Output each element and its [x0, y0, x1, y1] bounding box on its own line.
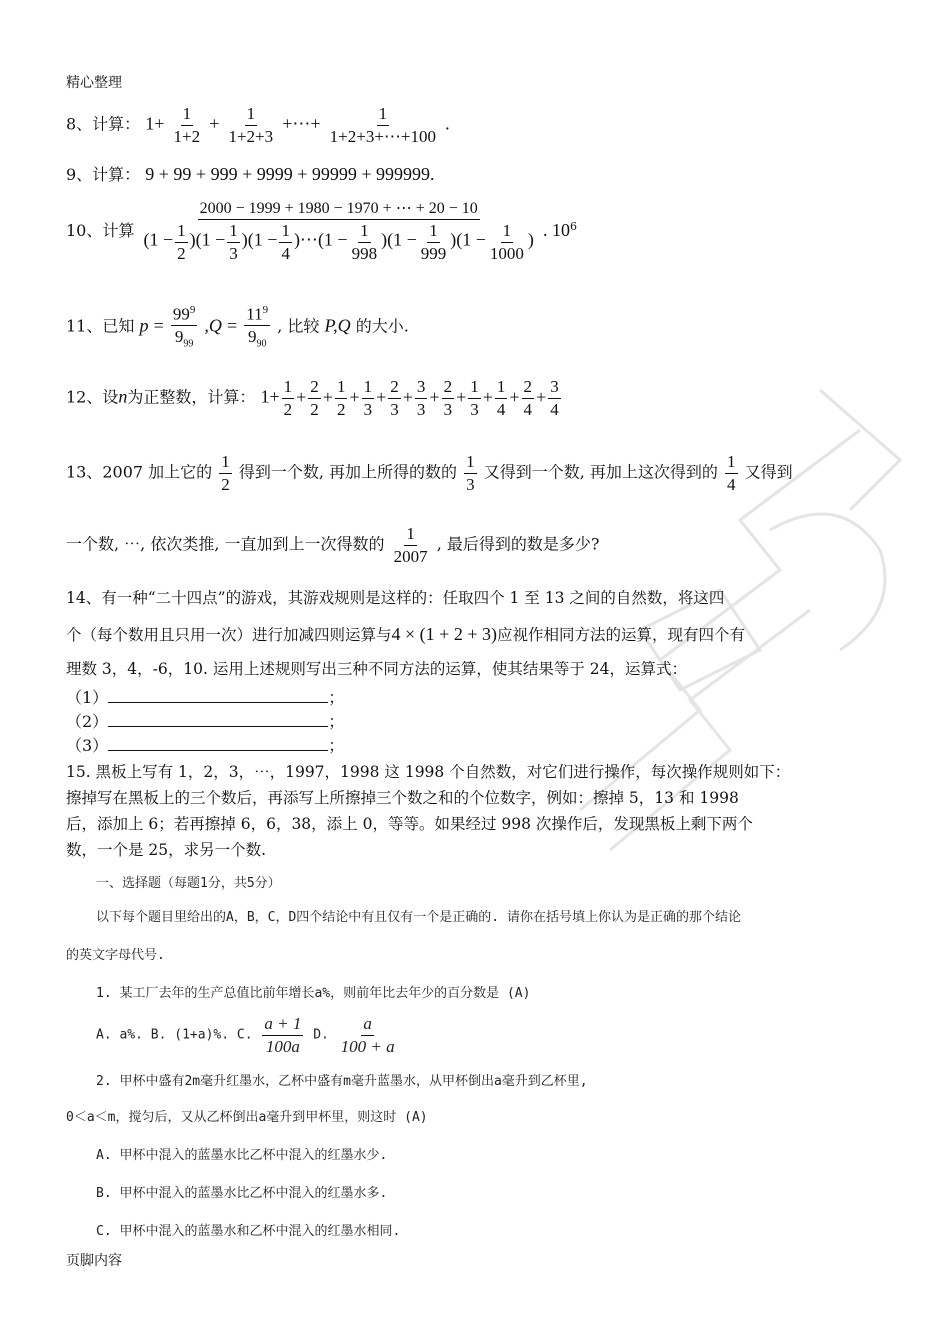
q11-tail-2: 的大小. — [355, 316, 409, 336]
q14-text-b: 应视作相同方法的运算，现有四个有 — [496, 626, 745, 644]
q13-text-c: 又得到一个数, 再加上这次得到的 — [483, 462, 718, 482]
q12-fraction-num: 1 — [468, 377, 481, 399]
q12-fraction-10 — [522, 377, 535, 419]
q8-f1-num: 1 — [181, 104, 194, 126]
question-14-line-3: 理数 3，4，-6，10. 运用上述规则写出三种不同方法的运算，使其结果等于 24，运算式： — [66, 660, 687, 678]
q10-factor-0-close: ) — [189, 230, 196, 251]
q12-fraction-11 — [548, 377, 561, 419]
q13-text-a: 13、2007 加上它的 — [66, 462, 213, 482]
q13-fraction-4 — [392, 524, 430, 566]
q9-end: . — [430, 164, 435, 184]
p1-options-ab: A. a%. B. (1+a)%. C. — [96, 1027, 253, 1043]
q8-f3-den: 1+2+3+⋯+100 — [329, 126, 437, 146]
question-15-line-1: 15. 黑板上写有 1，2，3，⋯，1997，1998 这 1998 个自然数，对它们进行操作，每次操作规则如下： — [66, 763, 791, 781]
q14-text-a: 个（每个数用且只用一次）进行加减四则运算与 — [66, 626, 392, 644]
q12-fraction-num: 1 — [282, 377, 295, 399]
q12-fraction-den: 2 — [336, 399, 346, 419]
question-10 — [66, 200, 577, 263]
q12-fraction-den: 3 — [363, 399, 373, 419]
blank-3-semicolon: ； — [328, 736, 345, 755]
blank-3-label: （3） — [66, 736, 109, 755]
q10-numerator: 2000 − 1999 + 1980 − 1970 + ⋯ + 20 − 10 — [198, 200, 480, 220]
q8-f2-num: 1 — [245, 104, 258, 126]
q8-label: 8、计算： — [66, 114, 141, 134]
q8-end: . — [445, 113, 450, 134]
q12-fraction-num: 1 — [495, 377, 508, 399]
q8-term: 1+ — [145, 113, 165, 134]
blank-1-line[interactable] — [108, 688, 328, 703]
q11-p-den-exp: 99 — [183, 338, 194, 350]
q13-text-e: 一个数, ⋯, 依次类推, 一直加到上一次得数的 — [66, 534, 385, 554]
q12-fraction-num: 2 — [388, 377, 401, 399]
q8-plus: + — [209, 113, 220, 134]
q8-dots: +⋯+ — [282, 113, 321, 134]
p1c-den: 100a — [265, 1036, 300, 1056]
problem-2-line-2: 0＜a＜m，搅匀后，又从乙杯倒出a毫升到甲杯里，则这时 (A) — [66, 1110, 428, 1125]
q8-f2-den: 1+2+3 — [228, 126, 274, 146]
question-9 — [66, 164, 435, 186]
q12-fraction-6 — [415, 377, 428, 419]
q10-factor-num: 1 — [501, 221, 514, 243]
q12-fraction-num: 2 — [522, 377, 535, 399]
q10-factor-5-fraction — [488, 221, 526, 263]
q11-q-fraction — [244, 304, 270, 350]
q10-factor-num: 1 — [427, 221, 440, 243]
q10-factor-den: 998 — [351, 243, 378, 263]
q12-fraction-den: 3 — [416, 399, 426, 419]
q10-factor-1-close: ) — [241, 230, 248, 251]
page-header: 精心整理 — [66, 75, 122, 91]
q10-factor-den: 2 — [177, 243, 186, 263]
question-11 — [66, 304, 409, 350]
q11-tail: , 比较 — [277, 316, 320, 336]
q10-factor-num: 1 — [358, 221, 371, 243]
q12-fraction-num: 2 — [308, 377, 321, 399]
q10-factor-4-fraction — [419, 221, 449, 263]
q12-plus: + — [429, 386, 440, 407]
q11-p-fraction — [171, 304, 198, 350]
q12-fraction-9 — [495, 377, 508, 419]
q13-text-f: , 最后得到的数是多少? — [436, 534, 600, 554]
q12-fraction-5 — [388, 377, 401, 419]
q13-f4-num: 1 — [404, 524, 417, 546]
blank-1-semicolon: ； — [328, 688, 345, 707]
blank-1-label: （1） — [66, 688, 109, 707]
q8-fraction-1 — [172, 104, 203, 146]
q12-plus: + — [376, 386, 387, 407]
question-12 — [66, 377, 563, 419]
q12-label: 12、设 — [66, 387, 119, 407]
q12-lead: 1+ — [260, 386, 280, 407]
q10-factor-den: 999 — [420, 243, 447, 263]
problem-1-options — [96, 1014, 399, 1056]
q13-f3-num: 1 — [725, 452, 738, 474]
q12-plus: + — [322, 386, 333, 407]
q12-plus: + — [349, 386, 360, 407]
question-8 — [66, 104, 450, 146]
q10-factor-2-fraction — [279, 221, 292, 263]
q12-fraction-8 — [468, 377, 481, 419]
q11-p: p — [139, 315, 149, 336]
q12-n: n — [118, 386, 128, 407]
q10-factor-num: 1 — [175, 221, 188, 243]
q12-fraction-den: 3 — [443, 399, 453, 419]
q10-factor-den: 3 — [229, 243, 238, 263]
p1-option-c-fraction — [262, 1014, 303, 1056]
q12-fraction-den: 4 — [550, 399, 559, 419]
q11-q-num-exp: 9 — [262, 304, 269, 316]
q12-plus: + — [509, 386, 520, 407]
q9-expression: 9 + 99 + 999 + 9999 + 99999 + 999999 — [145, 164, 431, 184]
q8-f1-den: 1+2 — [173, 126, 201, 146]
q10-factor-0-open: (1 − — [143, 230, 174, 251]
option-b: B. 甲杯中混入的蓝墨水比乙杯中混入的红墨水多. — [96, 1186, 388, 1201]
q10-factor-4-close: ) — [450, 230, 457, 251]
q12-mid: 为正整数，计算： — [127, 387, 256, 407]
q12-plus: + — [536, 386, 547, 407]
p1c-num: a + 1 — [262, 1014, 303, 1036]
q11-q-num: 11 — [246, 304, 263, 324]
q12-plus: + — [482, 386, 493, 407]
section-title: 一、选择题（每题1分，共5分） — [96, 876, 281, 891]
question-15-line-2: 擦掉写在黑板上的三个数后，再添写上所擦掉三个数之和的个位数字，例如：擦掉 5，13 和 1998 — [66, 789, 739, 807]
answer-blank-3 — [66, 736, 344, 755]
section-intro-2: 的英文字母代号. — [66, 948, 165, 963]
q10-factor-5-open: (1 − — [456, 230, 486, 251]
q11-q-den-exp: 90 — [256, 338, 267, 350]
q12-plus: + — [402, 386, 413, 407]
answer-blank-2 — [66, 712, 344, 731]
answer-blank-1 — [66, 688, 344, 707]
q11-q-den: 9 — [247, 327, 257, 347]
q10-factor-4-open: (1 − — [387, 230, 417, 251]
question-15-line-3: 后，添加上 6；若再擦掉 6，6，38，添上 0，等等。如果经过 998 次操作后，发现黑板上剩下两个 — [66, 815, 753, 833]
q12-fraction-den: 2 — [310, 399, 319, 419]
q11-p-num-exp: 9 — [189, 304, 196, 316]
q13-fraction-3 — [725, 452, 738, 494]
q12-fraction-2 — [308, 377, 321, 419]
q8-f3-num: 1 — [377, 104, 390, 126]
q10-factor-0-fraction — [175, 221, 188, 263]
q13-fraction-1 — [219, 452, 232, 494]
q12-fraction-den: 4 — [523, 399, 533, 419]
q11-pq: P,Q — [324, 315, 351, 336]
q10-factor-3-close: ) — [381, 230, 388, 251]
q12-fraction-sum — [280, 377, 563, 419]
q12-fraction-num: 1 — [362, 377, 375, 399]
q8-fraction-2 — [226, 104, 275, 146]
q14-math: 4 × (1 + 2 + 3) — [391, 624, 497, 644]
q10-factor-num: 1 — [227, 221, 240, 243]
q8-fraction-3 — [328, 104, 438, 146]
q10-factor-3-open: (1 − — [317, 230, 348, 251]
q12-fraction-num: 1 — [335, 377, 348, 399]
q11-p-num: 99 — [172, 304, 190, 324]
q9-label: 9、计算： — [66, 165, 141, 184]
q10-label: 10、计算 — [66, 221, 135, 241]
q12-fraction-num: 3 — [415, 377, 428, 399]
q10-superscript: 6 — [570, 219, 577, 233]
q10-factor-den: 1000 — [489, 243, 524, 263]
q12-plus: + — [456, 386, 467, 407]
q13-f2-den: 3 — [466, 474, 475, 494]
q10-end: . 10 — [543, 220, 570, 241]
blank-3-line[interactable] — [108, 736, 328, 751]
q10-factor-2-open: (1 − — [247, 230, 278, 251]
blank-2-line[interactable] — [108, 712, 328, 727]
q10-big-fraction — [141, 200, 535, 263]
q10-factor-1-fraction — [227, 221, 240, 263]
q12-fraction-7 — [442, 377, 455, 419]
problem-2-line-1: 2. 甲杯中盛有2m毫升红墨水，乙杯中盛有m毫升蓝墨水，从甲杯倒出a毫升到乙杯里, — [96, 1074, 588, 1089]
q10-factor-3-fraction — [350, 221, 380, 263]
q12-fraction-1 — [282, 377, 295, 419]
q10-factor-den: 4 — [281, 243, 290, 263]
q12-fraction-4 — [362, 377, 375, 419]
q10-factor-5-close: ) — [527, 230, 534, 251]
q10-factor-2-close: )⋯ — [293, 230, 318, 251]
section-intro-1: 以下每个题目里给出的A，B，C，D四个结论中有且仅有一个是正确的. 请你在括号填上你认为是正确的那个结论 — [96, 910, 741, 925]
q12-fraction-den: 3 — [470, 399, 479, 419]
q13-f1-den: 2 — [221, 474, 230, 494]
p1d-den: 100 + a — [340, 1036, 395, 1056]
q12-fraction-num: 2 — [442, 377, 455, 399]
q13-f3-den: 4 — [727, 474, 736, 494]
q13-f2-num: 1 — [464, 452, 477, 474]
question-14-line-2 — [66, 624, 745, 646]
option-a: A. 甲杯中混入的蓝墨水比乙杯中混入的红墨水少. — [96, 1148, 388, 1163]
question-15-line-4: 数，一个是 25，求另一个数. — [66, 841, 267, 859]
option-c: C. 甲杯中混入的蓝墨水和乙杯中混入的红墨水相同. — [96, 1224, 401, 1239]
q12-fraction-3 — [335, 377, 348, 419]
q13-text-b: 得到一个数, 再加上所得的数的 — [238, 462, 458, 482]
q10-denominator — [141, 220, 535, 263]
q11-equals: = — [153, 315, 164, 336]
question-13-line-1 — [66, 452, 793, 494]
question-13-line-2 — [66, 524, 599, 566]
problem-1: 1. 某工厂去年的生产总值比前年增长a%，则前年比去年少的百分数是 (A) — [96, 986, 531, 1001]
q12-fraction-den: 2 — [283, 399, 293, 419]
q10-factor-1-open: (1 − — [195, 230, 226, 251]
q12-fraction-num: 3 — [548, 377, 561, 399]
q13-f4-den: 2007 — [393, 546, 428, 566]
p1-option-d-label: D. — [313, 1027, 329, 1043]
q10-factor-num: 1 — [279, 221, 292, 243]
q11-label: 11、已知 — [66, 316, 135, 336]
blank-2-label: （2） — [66, 712, 109, 731]
q11-p-den: 9 — [174, 327, 184, 347]
q12-plus: + — [296, 386, 307, 407]
q13-fraction-2 — [464, 452, 477, 494]
question-14-line-1: 14、有一种“二十四点”的游戏，其游戏规则是这样的：任取四个 1 至 13 之间的自然数，将这四 — [66, 589, 725, 607]
blank-2-semicolon: ； — [328, 712, 345, 731]
q13-text-d: 又得到 — [744, 462, 793, 482]
p1-option-d-fraction — [339, 1014, 397, 1056]
page-footer: 页脚内容 — [66, 1253, 122, 1269]
q13-f1-num: 1 — [219, 452, 232, 474]
q11-q: ,Q — [204, 315, 222, 336]
p1d-num: a — [361, 1014, 374, 1036]
q12-fraction-den: 3 — [390, 399, 399, 419]
q12-fraction-den: 4 — [496, 399, 506, 419]
q11-equals-2: = — [227, 315, 238, 336]
